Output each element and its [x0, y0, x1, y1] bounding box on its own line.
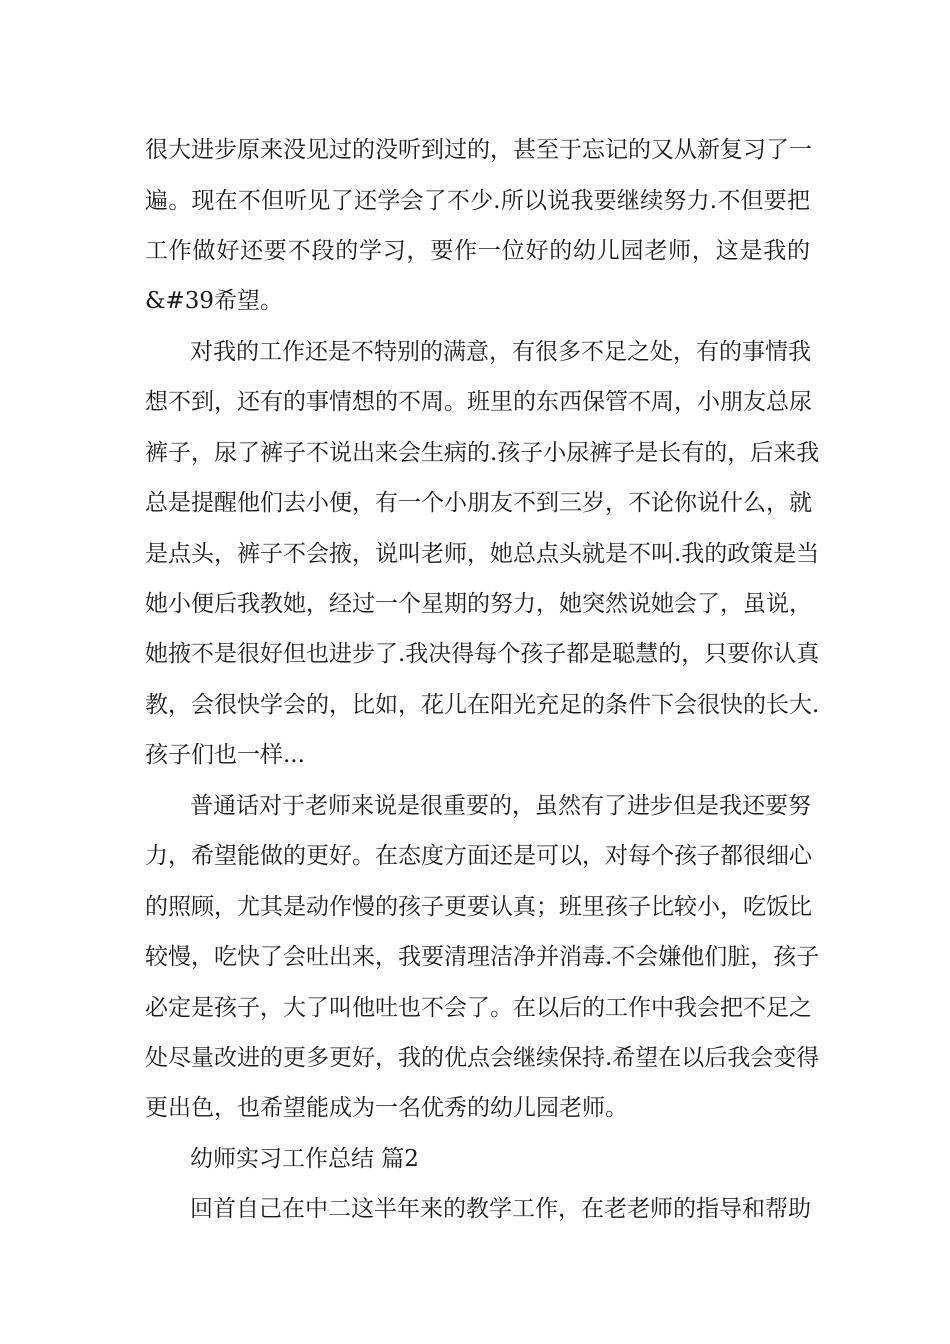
- text-line: 对我的工作还是不特别的满意，有很多不足之处，有的事情我: [190, 339, 811, 365]
- text-line: 力，希望能做的更好。在态度方面还是可以，对每个孩子都很细心: [145, 843, 812, 869]
- text-line: 教，会很快学会的，比如，花儿在阳光充足的条件下会很快的长大.: [145, 692, 820, 718]
- text-line: 她小便后我教她，经过一个星期的努力，她突然说她会了，虽说，: [145, 591, 812, 617]
- text-line: 的照顾，尤其是动作慢的孩子更要认真；班里孩子比较小，吃饭比: [145, 894, 812, 920]
- section-heading-text: 幼师实习工作总结 篇2: [190, 1146, 419, 1172]
- text-line: &#39希望。: [145, 288, 284, 314]
- text-line: 较慢，吃快了会吐出来，我要清理洁净并消毒.不会嫌他们脏，孩子: [145, 944, 820, 970]
- text-line: 孩子们也一样...: [145, 742, 305, 768]
- text-line: 遍。现在不但听见了还学会了不少.所以说我要继续努力.不但要把: [145, 188, 810, 214]
- text-line: 很大进步原来没见过的没听到过的，甚至于忘记的又从新复习了一: [145, 137, 812, 163]
- text-line: 普通话对于老师来说是很重要的，虽然有了进步但是我还要努: [190, 793, 811, 819]
- text-line: 更出色，也希望能成为一名优秀的幼儿园老师。: [145, 1095, 628, 1121]
- text-line: 想不到，还有的事情想的不周。班里的东西保管不周，小朋友总尿: [145, 389, 812, 415]
- text-line: 必定是孩子，大了叫他吐也不会了。在以后的工作中我会把不足之: [145, 995, 812, 1021]
- text-line: 回首自己在中二这半年来的教学工作，在老老师的指导和帮助: [190, 1196, 811, 1222]
- text-line: 处尽量改进的更多更好，我的优点会继续保持.希望在以后我会变得: [145, 1045, 820, 1071]
- text-line: 总是提醒他们去小便，有一个小朋友不到三岁，不论你说什么，就: [145, 490, 812, 516]
- text-line: 裤子，尿了裤子不说出来会生病的.孩子小尿裤子是长有的，后来我: [145, 440, 820, 466]
- text-line: 是点头，裤子不会掖，说叫老师，她总点头就是不叫.我的政策是当: [145, 541, 820, 567]
- text-line: 工作做好还要不段的学习，要作一位好的幼儿园老师，这是我的: [145, 238, 810, 264]
- text-line: 她掖不是很好但也进步了.我决得每个孩子都是聪慧的，只要你认真: [145, 641, 820, 667]
